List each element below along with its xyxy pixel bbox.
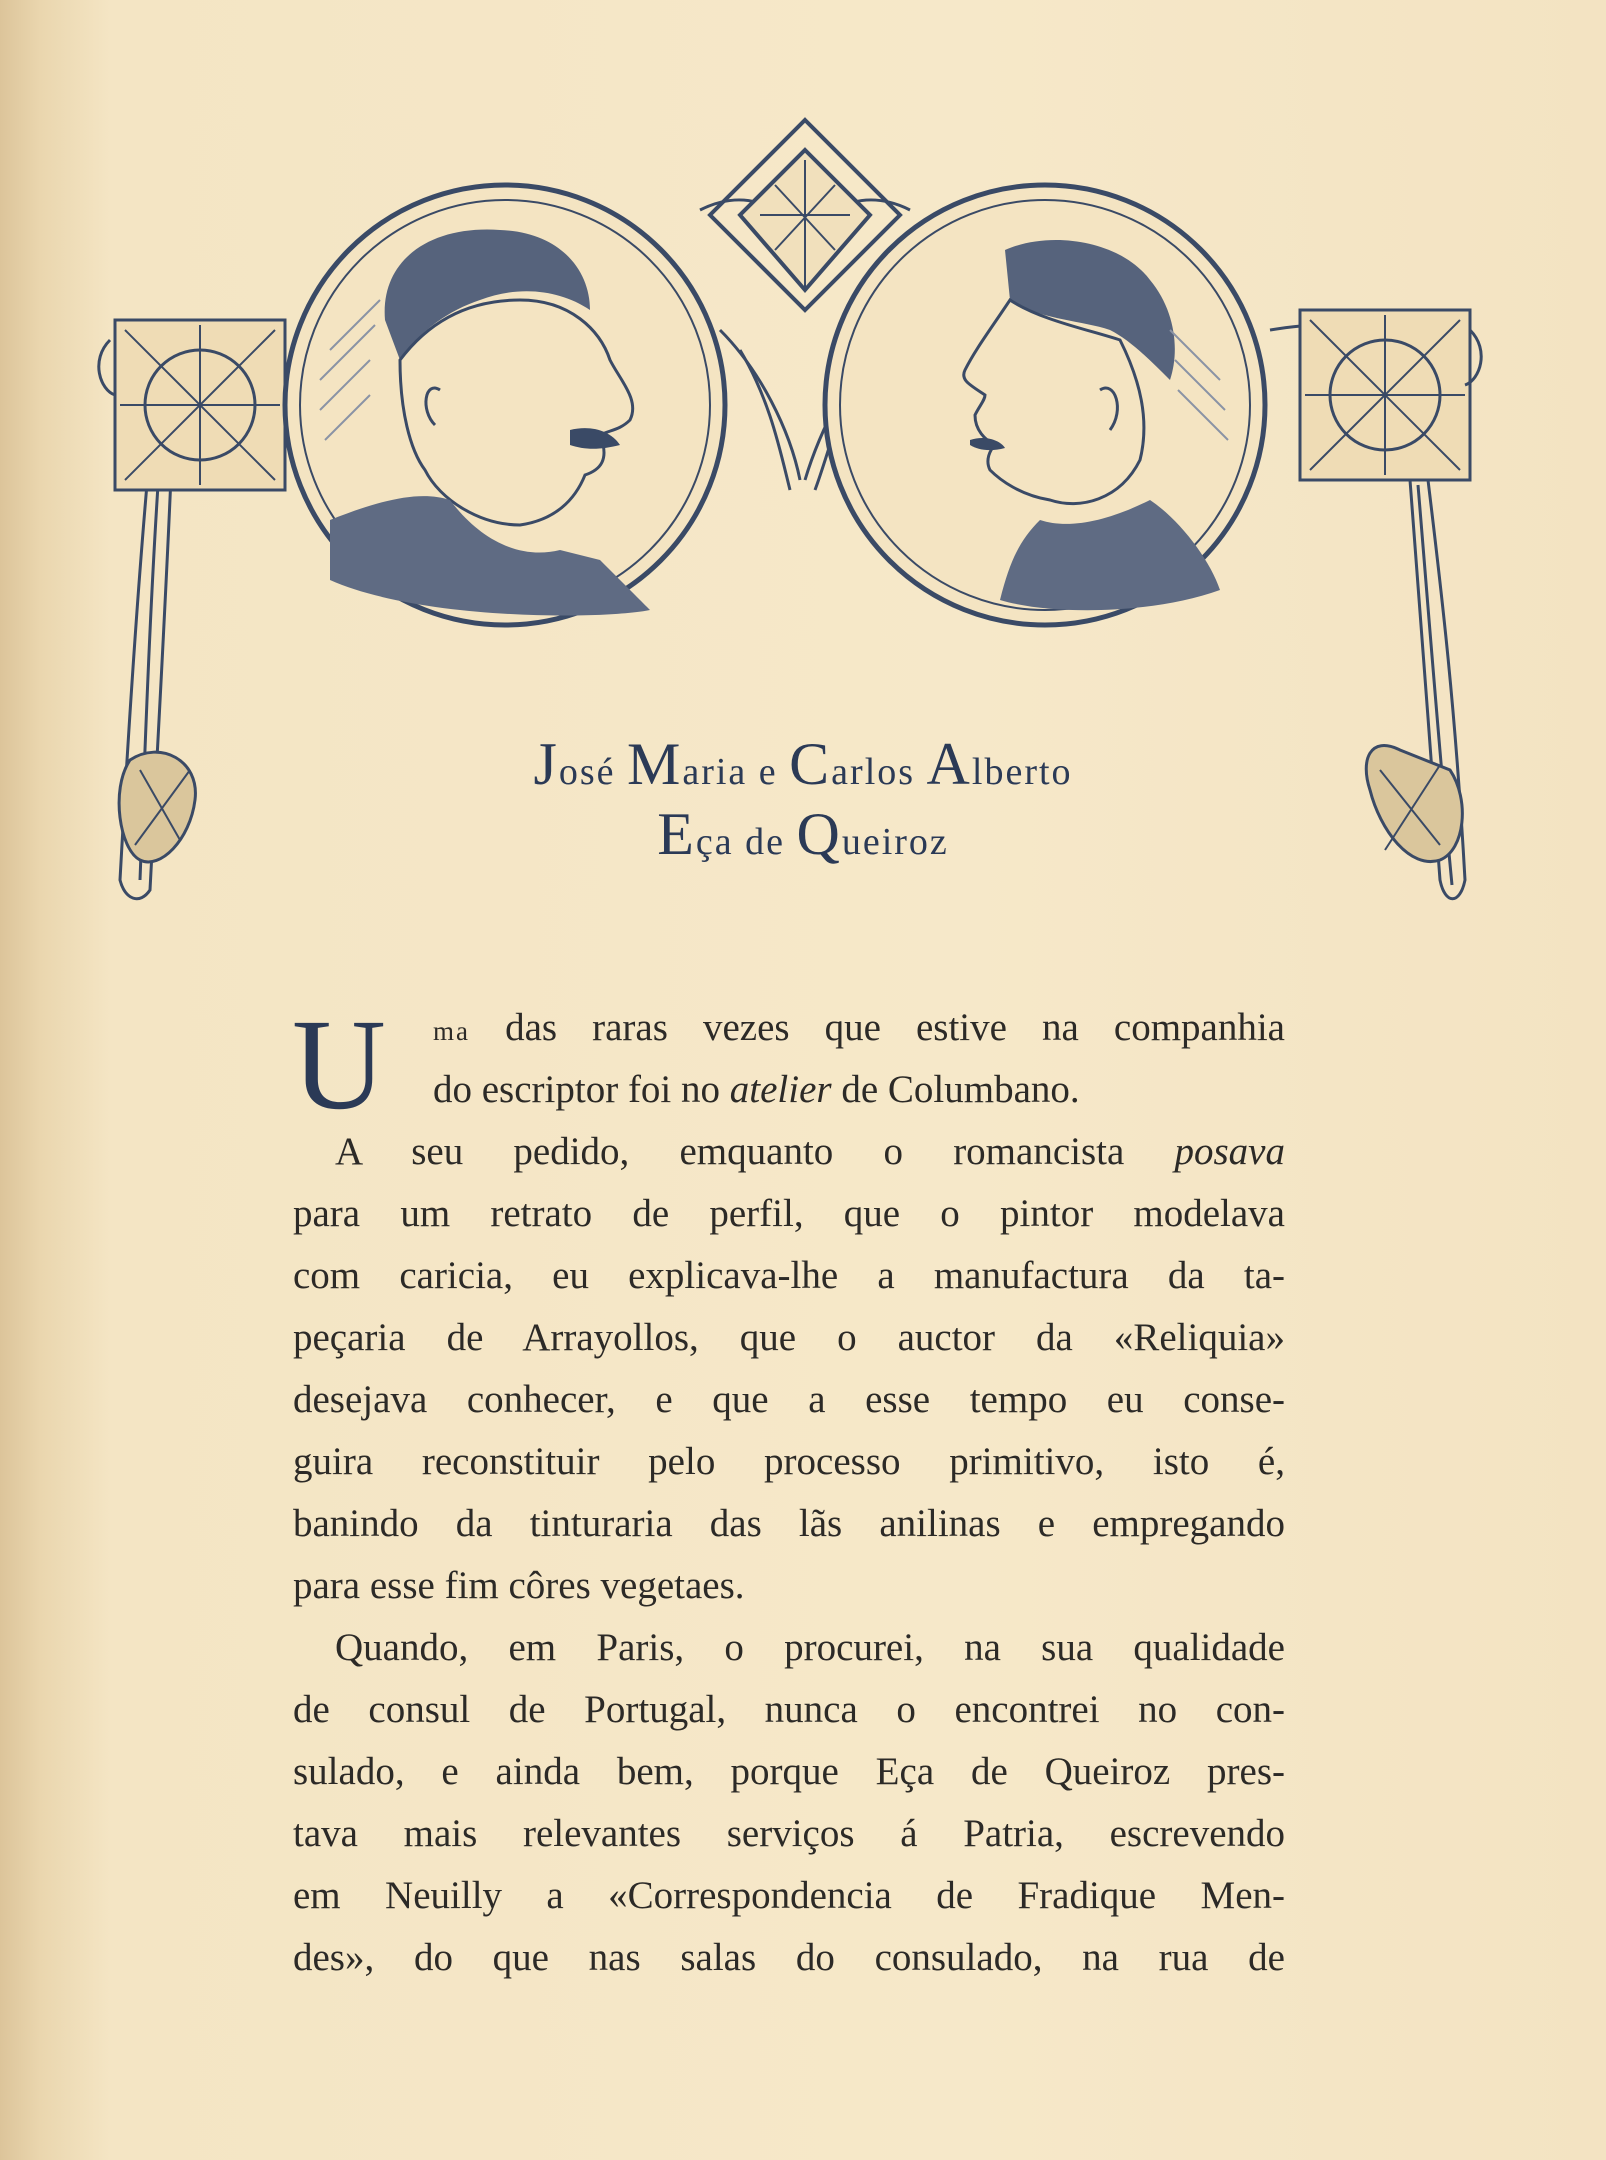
right-leaf-cluster: [1300, 310, 1481, 480]
title-initial: J: [533, 731, 559, 797]
chapter-title-line2: [0, 800, 1606, 869]
chapter-title-line1: [0, 730, 1606, 799]
line-text: do escriptor foi no: [433, 1068, 730, 1111]
title-initial: A: [926, 731, 972, 797]
title-text: aria e: [682, 751, 790, 793]
title-text: arlos: [831, 751, 927, 793]
title-initial: Q: [796, 801, 842, 867]
body-line: [335, 1127, 1285, 1177]
body-line: guira reconstituir pelo processo primitivo, isto é,: [293, 1440, 1285, 1483]
title-initial: E: [657, 801, 696, 867]
title-initial: C: [789, 731, 832, 797]
title-initial: M: [626, 731, 683, 797]
body-line: desejava conhecer, e que a esse tempo eu conse-: [293, 1378, 1285, 1421]
body-line: de consul de Portugal, nunca o encontrei no con-: [293, 1688, 1285, 1731]
body-line: tava mais relevantes serviços á Patria, escrevendo: [293, 1812, 1285, 1855]
body-line: des», do que nas salas do consulado, na rua de: [293, 1936, 1285, 1979]
body-line: sulado, e ainda bem, porque Eça de Queiroz pres-: [293, 1750, 1285, 1793]
body-line: em Neuilly a «Correspondencia de Fradique Men-: [293, 1874, 1285, 1917]
line-text: de Columbano.: [831, 1068, 1080, 1111]
drop-cap: U: [292, 993, 386, 1137]
body-line: para um retrato de perfil, que o pintor modelava: [293, 1192, 1285, 1235]
body-line: banindo da tinturaria das lãs anilinas e empregando: [293, 1502, 1285, 1545]
title-text: lberto: [971, 751, 1073, 793]
title-text: osé: [558, 751, 627, 793]
small-caps-lead: ma: [433, 1016, 470, 1046]
italic-word: atelier: [729, 1068, 832, 1111]
left-leaf-cluster: [99, 320, 285, 490]
line-text: das raras vezes que estive na companhia: [470, 1006, 1285, 1049]
body-line: [433, 1003, 1285, 1056]
body-line: com caricia, eu explicava-lhe a manufactura da ta-: [293, 1254, 1285, 1297]
body-line: [433, 1065, 1285, 1115]
line-text: A seu pedido, emquanto o romancista: [335, 1130, 1175, 1173]
body-line: Quando, em Paris, o procurei, na sua qualidade: [335, 1626, 1285, 1669]
title-text: ueiroz: [841, 821, 949, 863]
body-line: para esse fim côres vegetaes.: [293, 1564, 745, 1607]
right-portrait-medallion: [825, 185, 1265, 625]
body-line: peçaria de Arrayollos, que o auctor da «Reliquia»: [293, 1316, 1285, 1359]
title-text: ça de: [695, 821, 797, 863]
left-portrait-medallion: [285, 185, 725, 625]
italic-word: posava: [1174, 1130, 1285, 1173]
